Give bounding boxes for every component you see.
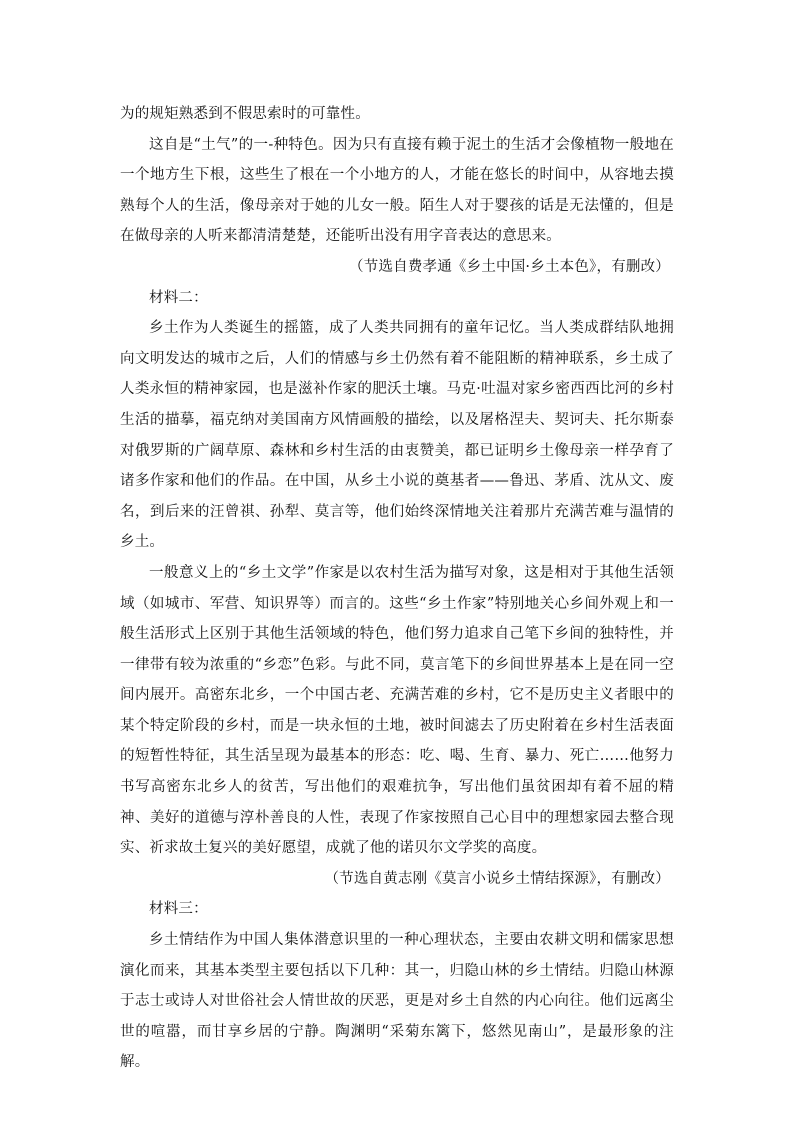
paragraph-rural-complex: 乡土情结作为中国人集体潜意识里的一种心理状态，主要由农耕文明和儒家思想演化而来，其基本类型主要包括以下几种：其一，归隐山林的乡土情结。归隐山林源于志士或诗人对世俗社会人情世故的厌恶，更是对乡土自然的内心向往。他们远离尘世的喧嚣，而甘享乡居的宁静。陶渊明“采菊东篱下，悠然见南山”，是最形象的注解。 bbox=[120, 932, 674, 1071]
source-citation-huang-zhigang: （节选自黄志刚《莫言小说乡土情结探源》，有删改） bbox=[324, 870, 670, 887]
heading-material-three: 材料三： bbox=[149, 901, 208, 918]
paragraph-continued: 为的规矩熟悉到不假思索时的可靠性。 bbox=[120, 106, 370, 122]
paragraph-cradle: 乡土作为人类诞生的摇篮，成了人类共同拥有的童年记忆。当人类成群结队地拥向文明发达的城市之后，人们的情感与乡土仍然有着不能阻断的精神联系，乡土成了人类永恒的精神家园，也是滋补作家的肥沃土壤。马克·吐温对家乡密西西比河的乡村生活的描摹，福克纳对美国南方风情画般的描绘，以及屠格涅夫、契诃夫、托尔斯泰对俄罗斯的广阔草原、森林和乡村生活的由衷赞美，都已证明乡土像母亲一样孕育了诸多作家和他们的作品。在中国，从乡土小说的奠基者——鲁迅、茅盾、沈从文、废名，到后来的汪曾祺、孙犁、莫言等，他们始终深情地关注着那片充满苦难与温情的乡土。 bbox=[120, 320, 674, 551]
paragraph-tuqi: 这自是“土气”的一-种特色。因为只有直接有赖于泥土的生活才会像植物一般地在一个地方生下根，这些生了根在一个小地方的人，才能在悠长的时间中，从容地去摸熟每个人的生活，像母亲对于她的儿女一般。陌生人对于婴孩的话是无法懂的，但是在做母亲的人听来都清清楚楚，还能听出没有用字音表达的意思来。 bbox=[120, 136, 674, 245]
heading-material-two: 材料二： bbox=[149, 289, 208, 306]
paragraph-rural-literature: 一般意义上的“乡土文学”作家是以农村生活为描写对象，这是相对于其他生活领域（如城市、军营、知识界等）而言的。这些“乡土作家”特别地关心乡间外观上和一般生活形式上区别于其他生活领域的特色，他们努力追求自己笔下乡间的独特性，并一律带有较为浓重的“乡恋”色彩。与此不同，莫言笔下的乡间世界基本上是在同一空间内展开。高密东北乡，一个中国古老、充满苦难的乡村，它不是历史主义者眼中的某个特定阶段的乡村，而是一块永恒的土地，被时间滤去了历史附着在乡村生活表面的短暂性特征，其生活呈现为最基本的形态：吃、喝、生育、暴力、死亡……他努力书写高密东北乡人的贫苦，写出他们的艰难抗争，写出他们虽贫困却有着不屈的精神、美好的道德与淳朴善良的人性，表现了作家按照自己心目中的理想家园去整合现实、祈求故土复兴的美好愿望，成就了他的诺贝尔文学奖的高度。 bbox=[120, 564, 674, 857]
source-citation-fei-xiaotong: （节选自费孝通《乡土中国·乡土本色》，有删改） bbox=[349, 258, 670, 275]
document-body bbox=[120, 99, 674, 1078]
